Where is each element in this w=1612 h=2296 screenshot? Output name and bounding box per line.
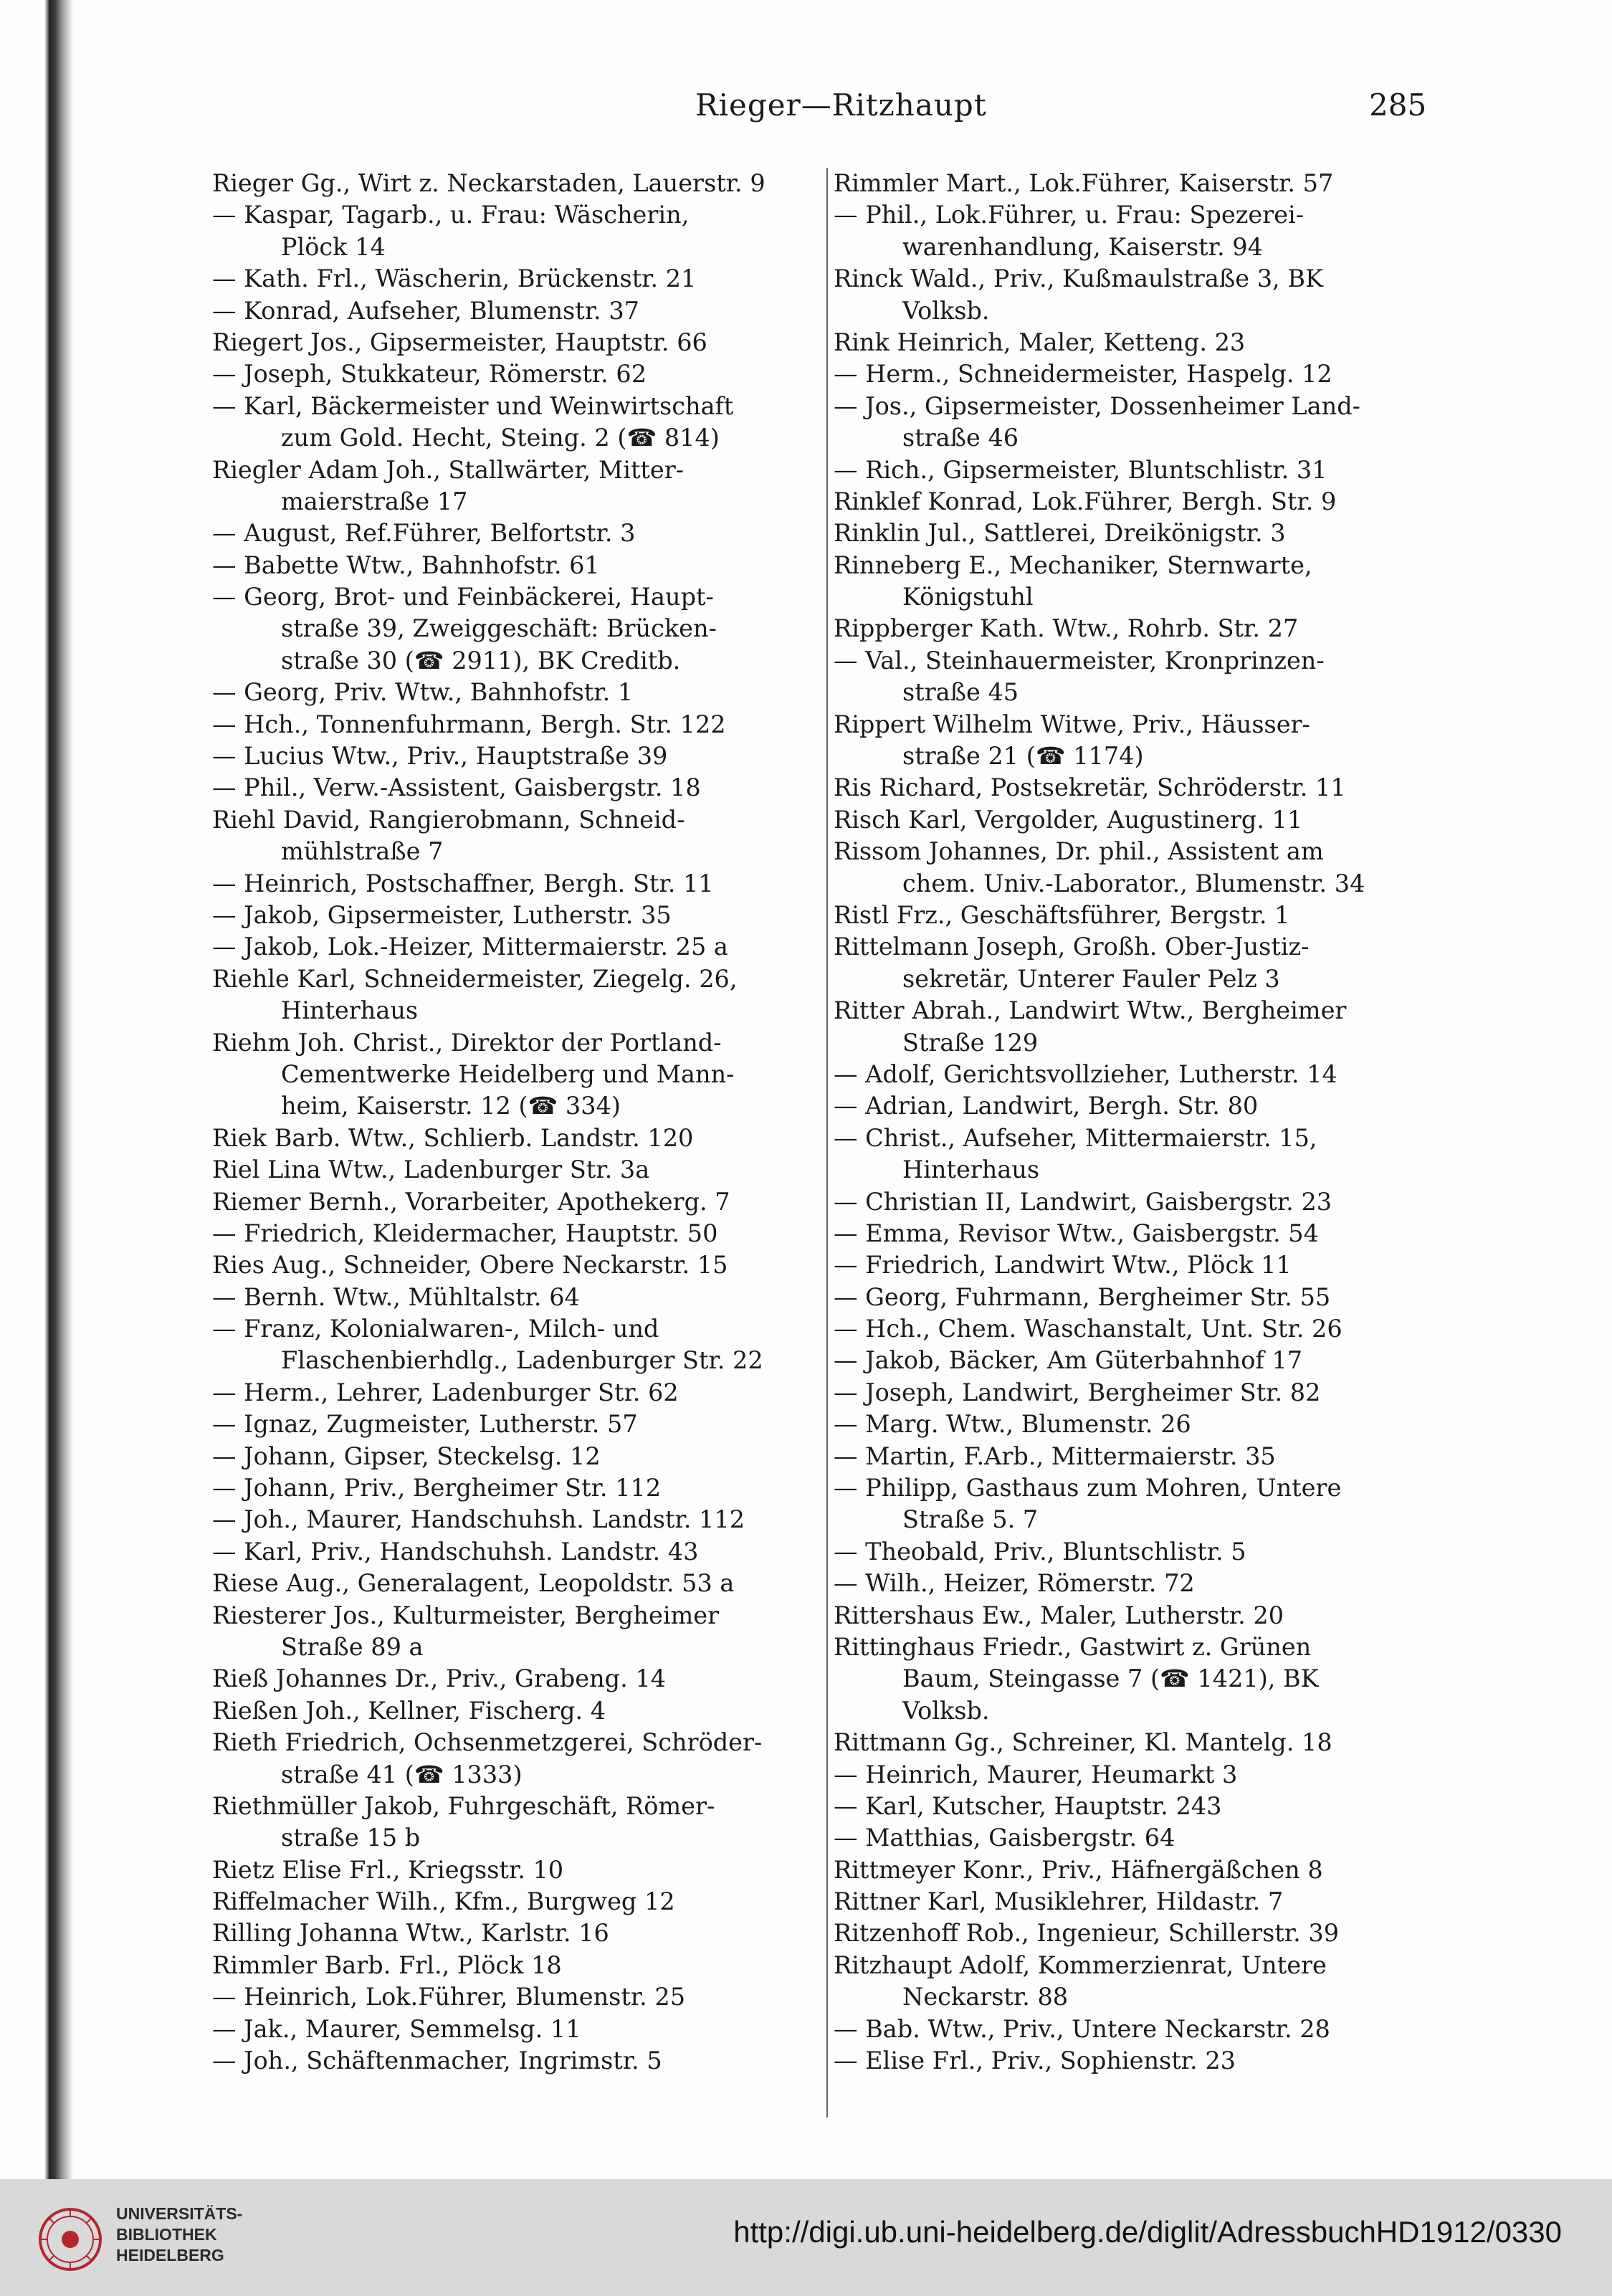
directory-entry-line: — Matthias, Gaisbergstr. 64 — [834, 1824, 1175, 1852]
directory-entry-line: Plöck 14 — [281, 232, 386, 261]
directory-entry-line: Rittmeyer Konr., Priv., Häfnergäßchen 8 — [834, 1855, 1323, 1884]
directory-entry-line: Rittner Karl, Musiklehrer, Hildastr. 7 — [834, 1887, 1284, 1916]
directory-entry-line: — Friedrich, Landwirt Wtw., Plöck 11 — [834, 1251, 1292, 1280]
directory-entry-line: — Franz, Kolonialwaren-, Milch- und — [212, 1315, 659, 1343]
book-binding-edge — [44, 0, 73, 2179]
directory-entry-line: Rimmler Mart., Lok.Führer, Kaiserstr. 57 — [834, 169, 1334, 197]
directory-entry-line: — Christian II, Landwirt, Gaisbergstr. 23 — [834, 1187, 1332, 1216]
directory-entry-line: Straße 5. 7 — [902, 1505, 1039, 1534]
directory-entry-line: Rinklin Jul., Sattlerei, Dreikönigstr. 3 — [834, 519, 1286, 548]
directory-entry-line: — Bernh. Wtw., Mühltalstr. 64 — [212, 1282, 580, 1311]
directory-entry-line: Rimmler Barb. Frl., Plöck 18 — [212, 1950, 562, 1979]
directory-entry-line: — Christ., Aufseher, Mittermaierstr. 15, — [834, 1123, 1317, 1152]
directory-entry-line: — Konrad, Aufseher, Blumenstr. 37 — [212, 296, 639, 325]
directory-entry-line: Rinck Wald., Priv., Kußmaulstraße 3, BK — [834, 265, 1324, 293]
column-divider — [826, 168, 828, 2118]
directory-entry-line: heim, Kaiserstr. 12 (☎ 334) — [281, 1092, 621, 1120]
directory-entry-line: — Wilh., Heizer, Römerstr. 72 — [834, 1569, 1195, 1598]
directory-entry-line: — Heinrich, Postschaffner, Bergh. Str. 11 — [212, 869, 714, 897]
directory-entry-line: Rinklef Konrad, Lok.Führer, Bergh. Str. 9 — [834, 487, 1337, 515]
directory-entry-line: Rießen Joh., Kellner, Fischerg. 4 — [212, 1696, 606, 1725]
directory-entry-line: Riese Aug., Generalagent, Leopoldstr. 53 a — [212, 1569, 735, 1598]
directory-entry-line: — Joseph, Stukkateur, Römerstr. 62 — [212, 360, 647, 389]
directory-entry-line: — Herm., Lehrer, Ladenburger Str. 62 — [212, 1378, 679, 1406]
running-title: Rieger—Ritzhaupt — [695, 87, 987, 123]
page-number: 285 — [1369, 87, 1427, 123]
directory-entry-line: straße 39, Zweiggeschäft: Brücken- — [281, 614, 717, 643]
directory-entry-line: Rittershaus Ew., Maler, Lutherstr. 20 — [834, 1601, 1284, 1629]
source-url-link[interactable]: http://digi.ub.uni-heidelberg.de/diglit/AdressbuchHD1912/0330 — [733, 2215, 1562, 2249]
directory-entry-line: — Kath. Frl., Wäscherin, Brückenstr. 21 — [212, 265, 697, 293]
directory-entry-line: Rittelmann Joseph, Großh. Ober-Justiz- — [834, 933, 1310, 961]
directory-entry-line: Baum, Steingasse 7 (☎ 1421), BK — [902, 1664, 1319, 1693]
directory-entry-line: Königstuhl — [902, 583, 1034, 611]
directory-entry-line: Riegert Jos., Gipsermeister, Hauptstr. 66 — [212, 328, 707, 356]
directory-entry-line: Hinterhaus — [281, 996, 419, 1025]
institution-line: UNIVERSITÄTS- — [116, 2204, 243, 2223]
directory-entry-line: Rilling Johanna Wtw., Karlstr. 16 — [212, 1919, 609, 1948]
directory-entry-line: Cementwerke Heidelberg und Mann- — [281, 1059, 735, 1088]
directory-entry-line: zum Gold. Hecht, Steing. 2 (☎ 814) — [281, 424, 720, 452]
directory-entry-line: Hinterhaus — [902, 1156, 1040, 1184]
directory-entry-line: straße 46 — [902, 424, 1019, 452]
directory-entry-line: — Hch., Tonnenfuhrmann, Bergh. Str. 122 — [212, 710, 726, 738]
directory-entry-line: — Marg. Wtw., Blumenstr. 26 — [834, 1410, 1191, 1439]
directory-entry-line: — Philipp, Gasthaus zum Mohren, Untere — [834, 1474, 1342, 1502]
directory-entry-line: straße 45 — [902, 678, 1019, 707]
directory-entry-line: — Herm., Schneidermeister, Haspelg. 12 — [834, 360, 1332, 389]
page-header — [0, 87, 1612, 130]
directory-entry-line: — Martin, F.Arb., Mittermaierstr. 35 — [834, 1442, 1276, 1470]
directory-entry-line: — Joh., Schäftenmacher, Ingrimstr. 5 — [212, 2047, 662, 2075]
right-column — [834, 168, 1430, 2077]
directory-entry-line: Neckarstr. 88 — [902, 1983, 1069, 2011]
directory-entry-line: — Heinrich, Maurer, Heumarkt 3 — [834, 1760, 1238, 1788]
directory-entry-line: — Georg, Priv. Wtw., Bahnhofstr. 1 — [212, 678, 634, 707]
directory-entry-line: — Heinrich, Lok.Führer, Blumenstr. 25 — [212, 1983, 686, 2011]
directory-entry-line: — Kaspar, Tagarb., u. Frau: Wäscherin, — [212, 201, 690, 229]
directory-entry-line: Riehm Joh. Christ., Direktor der Portland- — [212, 1028, 722, 1057]
directory-entry-line: Rittinghaus Friedr., Gastwirt z. Grünen — [834, 1632, 1312, 1661]
directory-entry-line: — Karl, Bäckermeister und Weinwirtschaft — [212, 391, 734, 420]
directory-entry-line: Ritter Abrah., Landwirt Wtw., Bergheimer — [834, 996, 1347, 1025]
directory-entry-line: maierstraße 17 — [281, 487, 468, 515]
directory-entry-line: — Rich., Gipsermeister, Bluntschlistr. 31 — [834, 455, 1327, 484]
left-column — [212, 168, 857, 2077]
directory-entry-line: Riethmüller Jakob, Fuhrgeschäft, Römer- — [212, 1791, 715, 1820]
directory-entry-line: — Val., Steinhauermeister, Kronprinzen- — [834, 646, 1325, 675]
directory-entry-line: — Georg, Brot- und Feinbäckerei, Haupt- — [212, 583, 714, 611]
directory-entry-line: — Theobald, Priv., Bluntschlistr. 5 — [834, 1537, 1246, 1566]
directory-entry-line: Riehle Karl, Schneidermeister, Ziegelg. 26, — [212, 964, 738, 993]
directory-entry-line: Rissom Johannes, Dr. phil., Assistent am — [834, 837, 1324, 866]
university-seal-icon — [37, 2206, 103, 2272]
directory-entry-line: Risch Karl, Vergolder, Augustinerg. 11 — [834, 805, 1303, 834]
directory-entry-line: straße 21 (☎ 1174) — [902, 742, 1144, 771]
directory-entry-line: warenhandlung, Kaiserstr. 94 — [902, 232, 1263, 261]
directory-entry-line: Flaschenbierhdlg., Ladenburger Str. 22 — [281, 1346, 763, 1375]
directory-entry-line: — Friedrich, Kleidermacher, Hauptstr. 50 — [212, 1219, 718, 1247]
directory-entry-line: — Lucius Wtw., Priv., Hauptstraße 39 — [212, 742, 668, 771]
directory-entry-line: — Joseph, Landwirt, Bergheimer Str. 82 — [834, 1378, 1321, 1406]
directory-entry-line: — Adrian, Landwirt, Bergh. Str. 80 — [834, 1092, 1259, 1120]
institution-name — [116, 2204, 242, 2266]
directory-entry-line: — Johann, Priv., Bergheimer Str. 112 — [212, 1474, 662, 1502]
directory-entry-line: Riegler Adam Joh., Stallwärter, Mitter- — [212, 455, 685, 484]
directory-entry-line: — Karl, Priv., Handschuhsh. Landstr. 43 — [212, 1537, 699, 1566]
directory-entry-line: — Johann, Gipser, Steckelsg. 12 — [212, 1442, 601, 1470]
directory-entry-line: Straße 129 — [902, 1028, 1039, 1057]
directory-entry-line: straße 41 (☎ 1333) — [281, 1760, 523, 1788]
directory-entry-line: Riek Barb. Wtw., Schlierb. Landstr. 120 — [212, 1123, 694, 1152]
directory-entry-line: Ries Aug., Schneider, Obere Neckarstr. 15 — [212, 1251, 728, 1280]
directory-entry-line: Riesterer Jos., Kulturmeister, Bergheimer — [212, 1601, 720, 1629]
directory-entry-line: Volksb. — [902, 1696, 990, 1725]
directory-entry-line: Riel Lina Wtw., Ladenburger Str. 3a — [212, 1156, 650, 1184]
directory-entry-line: Ritzhaupt Adolf, Kommerzienrat, Untere — [834, 1950, 1327, 1979]
institution-line: BIBLIOTHEK — [116, 2225, 217, 2244]
directory-entry-line: Rinneberg E., Mechaniker, Sternwarte, — [834, 551, 1312, 579]
directory-entry-line: — Jakob, Lok.-Heizer, Mittermaierstr. 25 a — [212, 933, 728, 961]
directory-entry-line: Straße 89 a — [281, 1632, 424, 1661]
directory-entry-line: Ristl Frz., Geschäftsführer, Bergstr. 1 — [834, 900, 1290, 929]
directory-entry-line: Ris Richard, Postsekretär, Schröderstr. 11 — [834, 773, 1346, 802]
directory-entry-line: Riemer Bernh., Vorarbeiter, Apothekerg. 7 — [212, 1187, 730, 1216]
directory-entry-line: Rink Heinrich, Maler, Ketteng. 23 — [834, 328, 1246, 356]
directory-entry-line: Riffelmacher Wilh., Kfm., Burgweg 12 — [212, 1887, 675, 1916]
directory-entry-line: sekretär, Unterer Fauler Pelz 3 — [902, 964, 1280, 993]
directory-entry-line: — Ignaz, Zugmeister, Lutherstr. 57 — [212, 1410, 638, 1439]
directory-entry-line: — Phil., Lok.Führer, u. Frau: Spezerei- — [834, 201, 1305, 229]
directory-entry-line: Riehl David, Rangierobmann, Schneid- — [212, 805, 685, 834]
directory-entry-line: — Elise Frl., Priv., Sophienstr. 23 — [834, 2047, 1236, 2075]
directory-entry-line: — Karl, Kutscher, Hauptstr. 243 — [834, 1791, 1222, 1820]
directory-entry-line: Volksb. — [902, 296, 990, 325]
directory-entry-line: straße 15 b — [281, 1824, 421, 1852]
directory-entry-line: chem. Univ.-Laborator., Blumenstr. 34 — [902, 869, 1365, 897]
directory-entry-line: Rietz Elise Frl., Kriegsstr. 10 — [212, 1855, 564, 1884]
directory-entry-line: — Joh., Maurer, Handschuhsh. Landstr. 112 — [212, 1505, 745, 1534]
directory-entry-line: — Georg, Fuhrmann, Bergheimer Str. 55 — [834, 1282, 1331, 1311]
footer-bar — [0, 2179, 1612, 2296]
directory-entry-line: — Emma, Revisor Wtw., Gaisbergstr. 54 — [834, 1219, 1319, 1247]
directory-entry-line: Ritzenhoff Rob., Ingenieur, Schillerstr. 39 — [834, 1919, 1340, 1948]
directory-entry-line: straße 30 (☎ 2911), BK Creditb. — [281, 646, 681, 675]
institution-line: HEIDELBERG — [116, 2246, 224, 2264]
directory-entry-line: Rieth Friedrich, Ochsenmetzgerei, Schröder- — [212, 1728, 763, 1757]
directory-entry-line: Rieger Gg., Wirt z. Neckarstaden, Lauerstr. 9 — [212, 169, 766, 197]
directory-entry-line: mühlstraße 7 — [281, 837, 444, 866]
directory-entry-line: — Jakob, Gipsermeister, Lutherstr. 35 — [212, 900, 672, 929]
directory-entry-line: — Jos., Gipsermeister, Dossenheimer Land- — [834, 391, 1360, 420]
directory-entry-line: — Babette Wtw., Bahnhofstr. 61 — [212, 551, 600, 579]
directory-entry-line: — August, Ref.Führer, Belfortstr. 3 — [212, 519, 636, 548]
directory-entry-line: Rieß Johannes Dr., Priv., Grabeng. 14 — [212, 1664, 667, 1693]
directory-entry-line: — Adolf, Gerichtsvollzieher, Lutherstr. 14 — [834, 1059, 1337, 1088]
directory-entry-line: — Hch., Chem. Waschanstalt, Unt. Str. 26 — [834, 1315, 1342, 1343]
directory-entry-line: — Phil., Verw.-Assistent, Gaisbergstr. 18 — [212, 773, 701, 802]
directory-entry-line: Rittmann Gg., Schreiner, Kl. Mantelg. 18 — [834, 1728, 1332, 1757]
directory-entry-line: — Jak., Maurer, Semmelsg. 11 — [212, 2014, 581, 2043]
directory-entry-line: — Bab. Wtw., Priv., Untere Neckarstr. 28 — [834, 2014, 1330, 2043]
directory-entry-line: — Jakob, Bäcker, Am Güterbahnhof 17 — [834, 1346, 1303, 1375]
directory-entry-line: Rippberger Kath. Wtw., Rohrb. Str. 27 — [834, 614, 1299, 643]
directory-entry-line: Rippert Wilhelm Witwe, Priv., Häusser- — [834, 710, 1310, 738]
